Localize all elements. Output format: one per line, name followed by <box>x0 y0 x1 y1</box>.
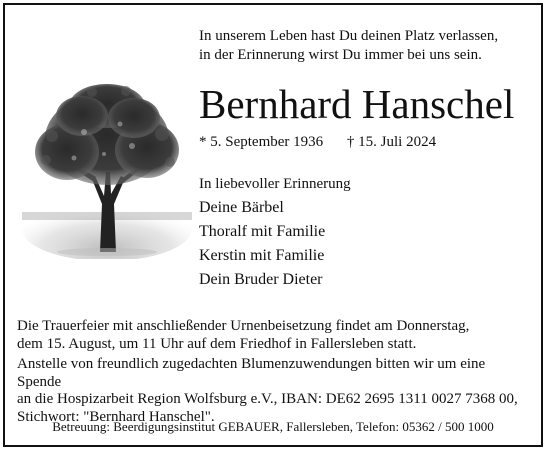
tree-image <box>22 84 192 259</box>
mourner-item: Kerstin mit Familie <box>199 247 325 264</box>
ceremony-line-1: Die Trauerfeier mit anschließender Urnenbeisetzung findet am Donnerstag, <box>17 318 470 334</box>
memorial-quote <box>199 27 498 65</box>
donation-line-2: an die Hospizarbeit Region Wolfsburg e.V., IBAN: DE62 2695 1311 0027 7368 00, <box>17 391 518 407</box>
ceremony-line-2: dem 15. August, um 11 Uhr auf dem Friedhof in Fallersleben statt. <box>17 335 417 352</box>
quote-line-1: In unserem Leben hast Du deinen Platz verlassen, <box>199 28 499 44</box>
donation-line-1: Anstelle von freundlich zugedachten Blumenzuwendungen bitten wir um eine Spende <box>17 356 486 390</box>
ceremony-info <box>17 318 532 353</box>
birth-date: * 5. September 1936 <box>199 134 324 150</box>
mourner-item: Deine Bärbel <box>199 199 284 216</box>
death-date: † 15. Juli 2024 <box>346 134 437 150</box>
donation-line-3: Stichwort: "Bernhard Hanschel". <box>17 408 215 425</box>
mourners-list <box>199 196 325 292</box>
mourner-item: Dein Bruder Dieter <box>199 271 323 288</box>
memory-heading: In liebevoller Erinnerung <box>199 176 351 192</box>
quote-line-2: in der Erinnerung wirst Du immer bei uns sein. <box>199 47 482 63</box>
deceased-name: Bernhard Hanschel <box>199 81 515 127</box>
life-dates <box>199 133 436 152</box>
donation-info <box>17 356 532 426</box>
mourner-item: Thoralf mit Familie <box>199 223 326 240</box>
funeral-home-footer: Betreuung: Beerdigungsinstitut GEBAUER, Fallersleben, Telefon: 05362 / 500 1000 <box>52 419 494 434</box>
